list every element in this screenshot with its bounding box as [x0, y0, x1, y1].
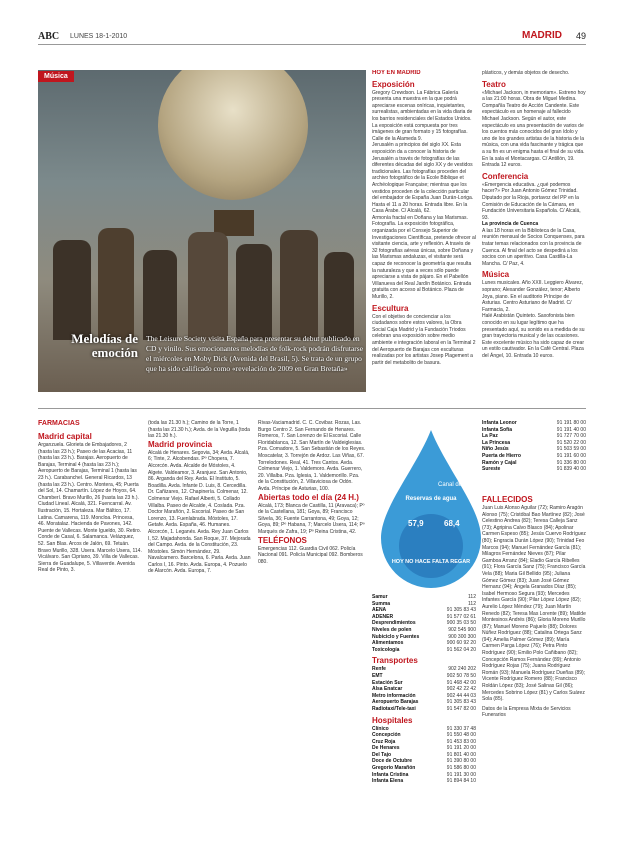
phone-number: 91 468 42 00 [446, 679, 476, 686]
phone-number: 902 50 78 50 [446, 672, 476, 679]
provincia-list: Alcalá de Henares. Segovia, 34; Avda. Alcalá, 6; Tinte, 2. Alcobendas. Pº Chopera, 7. Alcorcón. Avda. Alcalde de Móstoles, 4. Algete. Valdeamor, 3. Aranjuez. San Antonio, 86. Arganda del Rey. Avda. El Instituto, 5. Boadilla. Avda. Infante D. Luis, 8. Cercedilla. Dr. Cañizares, 12. Chapinería. Colmenar, 12. Colmenar Viejo. Rafael Alberti, 5. Collado Villalba. Paseo de Alcalde, 4. Coslada. Pza. Doctor Marañón, 2. Escorial. Paseo de San Lorenzo, 13. Fuenlabrada. Móstoles, 17. Getafe. Avda. España, 46. Humanes. Alcorcón, 1. Leganés. Avda. Rey Juan Carlos I, 52. Majadahonda. San Roque, 37. Mejorada del Campo. Avda. de la Constitución, 23. Móstoles. Simón Hernández, 29. Navalcarnero. Barcelona, 6. Parla. Avda. Juan Carlos I, 16. Pinto. Avda. Europa, 4. Pozuelo de Alarcón. Avda. Europa, 7. [148, 449, 251, 575]
teatro-text: «Michael Jackson, in memoriam». Estreno hoy a las 21:00 horas. Obra de Miguel Medina. Compañía Teatro de Acción Candente. Este espectáculo es un homenaje al fallecido Michael Jackson. Según el autor, este espectáculo es una presentación de varios de los cuentos más conocidos del gran ídolo y uno de los grandes artistas de la historia de la música, con una vida fascinante y trágica que a su fin es un enigma hasta el final de su vida. En la sala el Montacargas. C/ Antillón, 19. Entrada 12 euros. [482, 89, 586, 169]
phone-row [372, 693, 476, 700]
phone-row [372, 640, 476, 647]
phone-number: 91 562 04 20 [446, 646, 476, 653]
phone-label: De Henares [372, 745, 400, 752]
phone-row [372, 627, 476, 634]
section-divider [38, 408, 586, 409]
phone-row [372, 772, 476, 779]
phone-label: Samur [372, 594, 388, 600]
conferencia-text: «Emergencia educativa. ¿qué podemos hacer?» Por Juan Antonio Gómez Trinidad. Diputado por la Rioja, portavoz del PP en la Comisión de Educación de la Cámara, en Fundación Universitaria Española. C/ Alcalá, 93. [482, 181, 581, 221]
exposicion-heading: Exposición [372, 79, 415, 89]
phone-row [372, 614, 476, 621]
phone-number: 91 330 37 48 [446, 725, 476, 732]
phone-label: La Paz [482, 433, 498, 440]
phone-number: 91 727 70 00 [556, 433, 586, 440]
page-number: 49 [575, 31, 586, 41]
feature-title: Melodías de emoción [71, 331, 138, 360]
provincia-cont: Rivas-Vaciamadrid. C. C. Covibar. Rozas, Las. Burgo Centro 2. San Fernando de Henares. Romeros, 7. San Lorenzo de El Escorial. Calle Floridablanca, 12. San Martín de Valdeiglesias. Pza. Comadore, 5. San Sebastián de los Reyes. Moscatelar, 3. Torrejón de Ardoz. Las Viñas, 67. Torrelodones. Real, 41. Tres Cantos. Avda. Colmenar Viejo, 1. Valdemoro. Avda. Guerrero, 20. Villalba. Pza. Iglesia, 1. Valdemorillo. Pza. de la Constitución, 2. Villaviciosa de Odón. Avda. Príncipe de Asturias, 100. [258, 420, 366, 492]
phone-label: Doce de Octubre [372, 758, 413, 765]
fallecidos-col [482, 492, 586, 842]
balloon-image [158, 70, 308, 200]
phone-label: Del Tajo [372, 751, 392, 758]
phone-number: 91 191 20 00 [446, 745, 476, 752]
phone-label: Aeropuerto Barajas [372, 699, 419, 706]
phone-row [372, 758, 476, 765]
hoy-column [372, 70, 476, 400]
phone-row [372, 752, 476, 759]
phone-label: Concepción [372, 732, 401, 739]
phone-label: Niveles de polen [372, 626, 412, 633]
quinteto-text: Halé Arabistán Quinteto. Saxofonista bien conocido en su lugar legítimo que ha presentado aquí, su sonido es a medida de su gran trayectoria musical y de las ocasiones. Este excelente músico ha sido capaz de crear un estilo cautivador. En la Café Central. Plaza del Ángel, 10. Entrada 10 euros. [482, 313, 585, 359]
phone-number: 91 577 02 61 [446, 613, 476, 620]
expo-crewdson: Gregory Crewdson. La Fábrica Galería presenta una muestra en la que podrá apreciarse escenas oníricas, inquietantes, surrealistas, ambientadas en la vida diaria de los barrios residenciales del Estados Unidos. La exposición está compuesta por tres imágenes de gran formato y 15 fotografías. Calle de la Alameda 9. [372, 89, 473, 142]
telefonos-heading: TELÉFONOS [258, 535, 307, 545]
phone-number: 91 801 40 00 [446, 751, 476, 758]
phone-row [372, 620, 476, 627]
phones-list [372, 594, 476, 653]
phones-col [372, 594, 476, 844]
phone-number: 91 839 40 00 [556, 466, 586, 473]
expo-donana: Armonía fractal en Doñana y las Marismas. Fotografía. La exposición fotográfica, organizada por el Consejo Superior de Investigaciones Científicas, pretende ofrecer al visitante ciencia, arte y reflexión. A través de 32 fotografías aéreas únicas, sobre Doñana y las Marismas andaluzas, el visitante será capaz de reconocer la geometría que resulta la naturaleza y que a veces sólo puede apreciarse a vista de pájaro. En el Pabellón Villanueva del Real Jardín Botánico. Entrada gratuita con acceso al Botánico. Plaza de Murillo, 2. [372, 214, 476, 300]
phone-row [372, 666, 476, 673]
phone-row [482, 427, 586, 434]
phone-row [482, 440, 586, 447]
phone-row [372, 739, 476, 746]
drop-pct1: 57,9 [408, 519, 424, 528]
phone-label: Infanta Leonor [482, 420, 517, 426]
drop-label: Reservas de agua [405, 496, 457, 502]
musica-text: Lunes musicales. Año XXII. Leggiero Álvarez, soprano; Alexander González, tenor; Alberto Joya, piano. En el auditorio Príncipe de Asturias. Centro Asturiano de Madrid. C/ Farmacia, 2. [482, 280, 584, 313]
transportes-list [372, 666, 476, 712]
phone-label: Gregorio Marañón [372, 765, 416, 772]
newspaper-logo: ABC [38, 31, 60, 42]
phone-label: Niño Jesús [482, 446, 509, 453]
phone-number: 91 894 84 10 [446, 778, 476, 785]
water-drop-graphic [376, 428, 486, 588]
hoy-kicker: HOY EN MADRID [372, 70, 421, 76]
phone-label: Clínico [372, 725, 389, 732]
phone-row [372, 732, 476, 739]
phone-label: Estación Sur [372, 679, 403, 686]
phone-number: 91 191 80 00 [556, 420, 586, 426]
fallecidos-source: Datos de la Empresa Mixta de Servicios Funerarios [482, 705, 571, 719]
phone-label: Toxicología [372, 646, 400, 653]
phone-label: Metro información [372, 692, 416, 699]
phone-number: 91 503 59 00 [556, 446, 586, 453]
musica-heading: Música [482, 270, 510, 280]
phone-label: Cruz Roja [372, 738, 396, 745]
farmacias-col2 [148, 420, 252, 842]
phone-label: Radiotaxi/Tele-taxi [372, 705, 416, 712]
phone-row [372, 594, 476, 601]
phone-number: 91 336 80 00 [556, 459, 586, 466]
phone-label: AENA [372, 607, 387, 614]
phone-number: 91 305 83 43 [446, 607, 476, 614]
phone-row [482, 446, 586, 453]
drop-brand: Canal de Isabel II [438, 482, 485, 488]
phone-number: 900 60 92 20 [446, 640, 476, 647]
phone-label: Sureste [482, 466, 501, 473]
phone-row [482, 433, 586, 440]
phone-row [482, 420, 586, 427]
issue-date: LUNES 18-1-2010 [70, 33, 128, 40]
phone-number: 91 390 80 00 [446, 758, 476, 765]
phone-number: 900 35 03 50 [446, 620, 476, 627]
phone-number: 91 191 30 00 [446, 771, 476, 778]
phone-number: 91 191 40 00 [556, 426, 586, 433]
phone-number: 91 191 60 00 [556, 452, 586, 459]
feature-text: The Leisure Society visita España para presentar su debut publicado en CD y vinilo. Sus emocionantes melodías de folk-rock podrán disfrutarse el miércoles en Moby Dick (Avenida del Brasil, 5). Se trata de un grupo que ha sido calificado como «revelación de 2009 en Gran Bretaña» [146, 334, 364, 373]
phone-row [372, 706, 476, 713]
phone-number: 91 586 80 00 [446, 765, 476, 772]
h24-heading: Abiertas todo el día (24 H.) [258, 492, 359, 502]
phone-row [372, 778, 476, 785]
hospitales-list [372, 726, 476, 785]
phone-row [372, 699, 476, 706]
escultura-heading: Escultura [372, 303, 409, 313]
conferencia-heading: Conferencia [482, 171, 529, 181]
phone-label: EMT [372, 672, 383, 679]
section-name: MADRID [522, 30, 562, 41]
phone-label: ADENER [372, 613, 394, 620]
phone-number: 902 44 44 03 [446, 692, 476, 699]
phone-number: 112 [468, 600, 476, 607]
phone-label: Desprendimientos [372, 620, 416, 627]
section-tag: Música [38, 71, 74, 82]
phone-label: Alsa Enatcar [372, 686, 403, 693]
phone-number: 112 [468, 594, 476, 600]
cuenca-heading: La provincia de Cuenca [482, 221, 539, 228]
drop-pct2: 68,4 [444, 519, 460, 528]
band-members-image [48, 220, 358, 340]
phone-number: 91 520 22 00 [556, 439, 586, 446]
phone-number: 902 240 202 [448, 666, 476, 673]
phone-label: Summa [372, 600, 391, 607]
phone-label: Nubiciclo y Fuentes [372, 633, 420, 640]
capital-cont: (toda las 21.30 h.); Camino de la Torre, 1 (hasta las 21.30 h.); Avda. de la Veguilla (toda las 21.30 h.). [148, 420, 250, 440]
page-header [38, 30, 586, 45]
phone-number: 900 300 300 [448, 633, 476, 640]
phone-number: 91 547 82 00 [446, 705, 476, 712]
phone-row [372, 601, 476, 608]
phone-row [482, 460, 586, 467]
capital-list: Arganzuela. Glorieta de Embajadores, 2 (hasta las 23 h.); Paseo de las Acacias, 11 (hasta las 23 h.). Barajas. Aeropuerto de Barajas, Terminal 4 (hasta las 23 h.); Aeropuerto de Barajas, Terminal 1 (hasta las 23 h.). Carabanchel. General Ricardos, 13 (hasta las 23 h.). Centro. Montera, 45; Puerta del Sol, 14. Chamartín. López de Hoyos, 64. Chamberí. Bravo Murillo, 26 (hasta las 23 h.). Ciudad Lineal. Alcalá, 321. Fuencarral. Av. Ilustración, 15. Hortaleza. Mar Báltico, 17. Latina. Camarena, 119. Moncloa. Princesa, 46. Moratalaz. Hacienda de Pavones, 142. Puente de Vallecas. Monte Igueldo, 30. Retiro. Conde de Casal, 6. Salamanca. Velázquez, 52. San Blas. Arcos de Jalón, 69. Tetuán. Bravo Murillo, 328. Usera. Marcelo Usera, 114. Vicálvaro. San Cipriano, 39. Villa de Vallecas. Sierra de Guadalupe, 5. Villaverde. Avenida Real de Pinto, 3. [38, 442, 142, 574]
transportes-heading: Transportes [372, 656, 418, 666]
phone-row [482, 453, 586, 460]
drop-slogan: HOY NO HACE FALTA REGAR [391, 559, 471, 565]
farmacias-col3 [258, 420, 366, 842]
phone-number: 902 42 22 42 [446, 686, 476, 693]
provincia-heading: Madrid provincia [148, 439, 213, 449]
fallecidos-list: Juan Luis Alonso Aguilar (72); Ramiro Aragón Alonso (75); Cristóbal Bao Martínez (82); José Celestino Andrea (82); Teresa Calleja Sanz (73); Agripina Calvo Blasco (84); Apolinar Carmen Espeso (85); Jesús Cuervo Rodríguez (80); Engracia Durán López (90); Trinidad Feo Marcos (94); Manuel Fernández García (81); Milagros Fernández Nieves (87); Pilar Gamboa Arranz (84); Eladio García Ribelles (91); Flora García Sanz (75); Francisco García Vela (88); Maria Gil Bellido (95); Juliana Gómez Gómez (83); Juan José Gómez Hernanz (94); Ángela Granados Díaz (85); Isabel Hermoso Segura (93); Mercedes Infantes García (90); Pilar López López (82); Aurelio López Méndez (79); Juan Martín Renedo (82); Teresa Mas Lorente (89); Matilde Montesinos Andrés (86); Gloria Moreno Murillo (87); Manuel Moreno Pajuelo (88); Dolores Núñez Rodríguez (88); Catalina Ortega Sanz (94); Amelia Palmer Gómez (89); María Carmen Parga López (76); Petra Pinto Rodríguez (90); Emilio Polo Cañibano (82); Concepción Ramos Fernández (89); Antonio Rodríguez Rojas (75); Juana Rodríguez Román (93); Manuela Rodríguez Dueñas (89); Vicente Rodríguez Romero (88); Francisco Roldán López (83); José Salinas Gil (86); Mercedes Sobrino López (81) y Carlos Suárez Sola (85). [482, 505, 586, 703]
phone-row [482, 466, 586, 473]
farmacias-title: FARMACIAS [38, 420, 80, 427]
phone-number: 91 550 48 00 [446, 732, 476, 739]
expo-jerusalen: Jerusalén a principios del siglo XX. Esta exposición da a conocer la historia de Jerusalén a través de fotografías de las diferentes décadas del siglo XX y de vestidos tradicionales. Las fotografías proceden del archivo fotográfico de la Ecole Biblique et Archéologique Française; mientras que los vestidos proceden de la colección particular del embajador de España Juan Durán-Loriga. Hasta el 11 a 20 horas. Entrada libre. En la Casa Árabe. C/ Alcalá, 62. [372, 142, 474, 215]
phone-row [372, 680, 476, 687]
phone-row [372, 726, 476, 733]
telefonos-list: Emergencias 112. Guardia Civil 062. Policía Nacional 091. Policía Municipal 092. Bomberos 080. [258, 545, 363, 565]
phone-label: Infanta Sofía [482, 426, 513, 433]
phone-label: Renfe [372, 666, 386, 673]
phone-row [372, 634, 476, 641]
farmacias-col1 [38, 432, 142, 842]
phone-row [372, 765, 476, 772]
capital-heading: Madrid capital [38, 432, 92, 441]
phone-label: La Princesa [482, 439, 511, 446]
hospitales-list-cont [482, 420, 586, 473]
phone-row [372, 647, 476, 654]
cuenca-text: A las 18 horas en la Biblioteca de la Casa, reunión mensual de Socios Conquenses, para tratar temas relacionados con la provincia de Cuenca. Al final del acto se despedirá a los socios con un aperitivo. Casa Castilla-La Mancha. C/ Paz, 4. [482, 227, 585, 267]
h24-list: Alcalá, 173; Blanca de Castilla, 11 (Aravaca); Pº de la Castellana, 181; Goya, 89; Francisco Silvela, 36; Fuente Carrantona, 49; Goya, 12; Goya, 89; Pº Habana, 7; Marcelo Usera, 114; Pº Marqués de Zafra, 19; Pº Reina Cristina, 42. [258, 502, 365, 535]
escultura-text: Con el objetivo de concienciar a los ciudadanos sobre estos valores, la Obra Social Caja Madrid y la Fundación Triodos celebran una exposición sobre medio ambiente e integración laboral en la Terminal 2 del Aeropuerto de Barajas con esculturas realizadas por los artistas Josep Plagement a partir del metabolito de basura. [372, 313, 476, 366]
phone-label: Alimentamos [372, 640, 404, 647]
teatro-heading: Teatro [482, 79, 506, 89]
phone-row [372, 607, 476, 614]
phone-label: Puerta de Hierro [482, 452, 521, 459]
right-cont: plásticos, y demás objetos de desecho. [482, 70, 570, 76]
phones-col2 [482, 420, 586, 480]
phone-number: 91 305 83 43 [446, 699, 476, 706]
phone-label: Infanta Cristina [372, 771, 409, 778]
phone-row [372, 686, 476, 693]
phone-row [372, 673, 476, 680]
phone-label: Infanta Elena [372, 778, 404, 785]
phone-number: 902 545 900 [448, 626, 476, 633]
phone-label: Ramón y Cajal [482, 459, 517, 466]
phone-number: 91 453 83 00 [446, 738, 476, 745]
fallecidos-heading: FALLECIDOS [482, 495, 533, 504]
hospitales-heading: Hospitales [372, 715, 413, 725]
right-column [482, 70, 586, 400]
phone-row [372, 745, 476, 752]
